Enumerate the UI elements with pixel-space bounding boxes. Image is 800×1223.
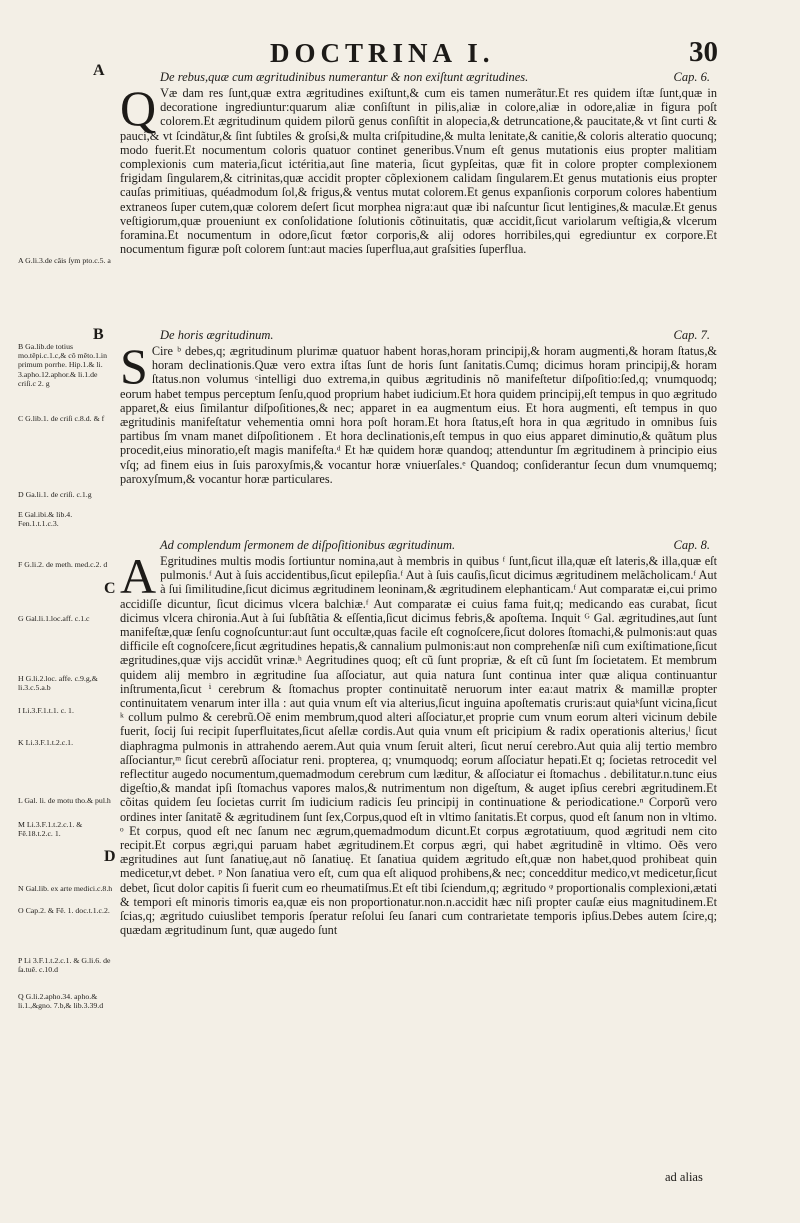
margin-note: D Ga.li.1. de criſi. c.1.g bbox=[18, 490, 92, 499]
chapter-body bbox=[120, 548, 717, 938]
margin-note: I Li.3.F.1.t.1. c. 1. bbox=[18, 706, 74, 715]
section-letter-c: C bbox=[104, 580, 116, 597]
chapter-heading bbox=[160, 70, 710, 84]
chapter-text: Cire ᵇ debes,q; ægritudinum plurimæ quatuor habent horas,horam principij,& horam augmenti,& horam ſtatus,& horam declinationis.Quæ vero extra iſtas ſunt de horis ſunt ſanitatis.Cumq; dicimus horam principij,& horam ſtatus.non volumus ᶜintelligi duo extrema,in quibus ægritudinis nõ manifeſtetur diſpoſitio:ſed,q; vnumquodq; eorum habet tempus perceptum ſenſu,quod proprium habet iudicium.Et hora quidem principij,eſt tempus in quo ægritudo apparet,& eius ſimilantur diſpoſitiones,& nec; apparet in ea augmentum eius. Et hora augmenti, eſt tempus in quo ægritudinis manifeſtatur vehementia omni hora poſt horam.Et hora ſtatus,eſt hora in qua ægritudo in omnibus ſuis partibus ſm vnam manet diſpoſitionem . Et hora declinationis,eſt tempus in quo eius apparet diminutio,& quãtum plus procedit,eius minoratio,eſt magis manifeſta.ᵈ Et hæ quidem horæ quandoq; attenduntur ſm ægritudinem à principio eius vſq; ad finem eius in ſuis paroxyſmis,& vocantur horæ vniuerſales.ᵉ Quandoq; conſiderantur ſecun dum vnumquemq; paroxyſmum,& vocantur horæ particulares. bbox=[120, 344, 717, 486]
margin-note: B Ga.lib.de totius mo.tẽpi.c.1.c,& cõ mẽto.1.in primum porrhe. Hip.1.& li. 3.apho.12.aphor.& li.1.de criſi.c 2. g bbox=[18, 342, 107, 388]
chapter-text: Egritudines multis modis ſortiuntur nomina,aut à membris in quibus ᶠ ſunt,ſicut illa,quæ eſt lateris,& illa,quæ eſt pulmonis.ᶠ Aut à ſuis accidentibus,ſicut epilepſia.ᶠ Aut à ſuis cauſis,ſicut dicimus ægritudinem melãcholicam.ᶠ Aut à ſui ſimilitudine,ſicut dicimus ægritudinem leoninam,& ægritudinem elephanticam.ᶠ Aut comparatæ ei,cui primo accidiſſe dicuntur, ſicut dicimus vlcera balchiæ.ᶠ Aut comparatæ ei cuius fama fuit,q; medicando eas curabat, ſicut dicimus vlcera chironia.Aut à ſui ſubſtãtia & eſſentia,ſicut dicimus febris,& apoſtema. Inquit ᴳ Gal. ægritudines,aut ſunt manifeſtæ,quæ ſenſu cognoſcuntur:aut ſunt occultæ,quas facile eſt cognoſcere,ſicut dolores ſtomachi,& pulmonis:aut quas difficile eſt cognoſcere,ſicut ægritudines hepatis,& cannalium pulmonis:aut non comprehenſæ niſi cum exiſtimatione,ſicut ægritudines,quæ vijs accidũt vrinæ.ʰ Aegritudines quoq; eſt cũ ſunt propriæ, & eſt cũ ſunt ſm ſocietatem. Et membrum quidem alij membro in ægritudine ſua aſſociatur, aut quia natura ſunt continua inter quæ aliqua continuantur inſtrumenta,ſicut ⁱ cerebrum & ſtomachus propter continuitatẽ neruorum inter ea:aut matrix & mamillæ propter continuitatem venarum inter illa : aut quia vnum eſt via alterius,ſicut inguina apoſtematis cruris:aut quiaᵏſunt vicina,ſicut ᵏ collum pulmo & cerebrũ.Oẽ enim membrum,quod alteri aſſociatur,et proprie cum vnum eorum alteri vicinum debile fuerit, ſocij ſui recipit ſuperfluitates,ſicut aſellæ cordis.Aut quia vnum eſt pricipium & radix operationis alterius,ˡ ſicut diaphragma pulmonis in attrahendo aerem.Aut quia vnum ſeruit alteri, ſicut neruí cerebro.Aut quia alij tertio membro aſſociantur,ᵐ ſicut cerebrũ aſſociatur reni. propterea, q; vnumquodq; eorum aſſociatur hepati.Et q; ſocietas retrocedit vel reflectitur augedo nocumentum,quemadmodum cerebrum cum læditur, & aſſociatur ei ſtomachus . debilitatur.n.tunc eius digeſtio,& mandat ipſi ſtomachus vapores malos,& nutrimentum non digeſtum, & auget ipſius cerebri ægritudinem.Et cõitas quidem ſeu ſocietas currit ſm iudicium radicis ſeu principij in continuatione & periodicatione.ⁿ Corporũ vero ordines inter ſanitatẽ & ægritudinem ſunt ſex,Corpus,quod eſt in vltimo ſanitatis.Et corpus, quod eſt ſanum non in vltimo. ᵒ Et corpus, quod eſt nec ſanum nec ægrum,quemadmodum dicunt.Et corpus ægrotatiuum, quod ægritudi nem cito recipit.Et corpus ægri,qui paruam habet ægritudinem.Et corpus ægri, qui habet ægritudinẽ in vltimo. Oẽs vero ægritudines aut ſunt ſanatiuę,aut nõ ſanatiuę. Et ſanatiua quidem ægritudo eſt,quæ non habet,quod prohibeat quin medicetur,vt debet. ᵖ Non ſanatiua vero eſt, cum qua eſt aliquod prohibens,& nec; concedditur medico,vt medicetur,ſicut debet, ſicut dolor capitis ſi fuerit cum eo rheumatiſmus.Et eſt tibi ſciendum,q; ægritudo ᵠ proportionalis complexioni,ætati & tempori eſt minoris timoris ea,quæ eis non proportionatur.non.n.accidit hæc niſi propter cauſæ eius magnitudinem.Et ſcias,q; ægritudo cuiuslibet temporis ſperatur reſolui ſeu ſanari cum contrarietate temporis ipſius.Debes autem ſcire,q; quædam ægritudinum ſunt, quæ augedo ſunt bbox=[120, 554, 717, 938]
margin-note: L Gal. li. de motu tho.& pul.h bbox=[18, 796, 111, 805]
chapter-text: Væ dam res ſunt,quæ extra ægritudines exiſtunt,& cum eis tamen numerãtur.Et res quidem iſtæ ſunt,quæ in decoratione ingrediuntur:quarum aliæ conſiſtunt in pilis,aliæ in colore,aliæ in odore,aliæ in figura poſt colorem.Et ægritudinum quidem pilorũ genus conſiſtit in alopecia,& detruncatione,& paucitate,& vt ſint curti & pauci,& vt ſcindãtur,& ſint ſubtiles & groſsi,& multa criſpitudine,& multa lenitate,& canitie,& coloris alteratio quocunq; modo fuerit.Et nocumentum coloris quatuor continet generibus.Vnum eſt genus mutationis eius propter malitiam complexionis cum materia,ſicut ictéritia,aut ſine materia, ſicut gypſeitas, quæ fit in colore propter complexionem frigidam ſingularem,& citrinitas,quæ accidit propter cõplexionem calidam ſingularem.Et genus mutationis eius propter cauſas primitiuas, quéadmodum ſol,& frigus,& ventus mutat colorem.Et genus expanſionis corporum colores habentium extraneos ſuper cutem,quæ colorem deſert ſicut morphea nigra:aut quæ ibi naſcuntur ſicut lentigines,& maculæ.Et genus veſtigiorum,quæ proueniunt ex conſolidatione ſolutionis cõtinuitatis, quæ accidit,ſicut variolarum veſtigia,& vlcerum foramina.Et nocumentum in odore,ſicut fœtor corporis,& alij odores horribiles,qui egrediuntur ex corpore.Et nocumentum figuræ poſt colorem ſunt:aut macies ſuperflua,aut graſsities ſuperflua. bbox=[120, 86, 717, 257]
drop-cap: A bbox=[120, 548, 157, 604]
margin-note: A G.li.3.de cãis ſym pto.c.5. a bbox=[18, 256, 111, 265]
section-letter-a: A bbox=[93, 62, 105, 79]
chapter-number: Cap. 6. bbox=[673, 70, 710, 84]
margin-note: F G.li.2. de meth. med.c.2. d bbox=[18, 560, 108, 569]
running-title: DOCTRINA I. bbox=[270, 38, 495, 68]
chapter-heading bbox=[160, 538, 710, 552]
margin-note: K Li.3.F.1.t.2.c.1. bbox=[18, 738, 74, 747]
chapter-number: Cap. 8. bbox=[673, 538, 710, 552]
catchword: ad alias bbox=[665, 1170, 703, 1184]
margin-note: C G.lib.1. de criſi c.8.d. & f bbox=[18, 414, 105, 423]
drop-cap: S bbox=[120, 338, 148, 394]
section-letter-d: D bbox=[104, 848, 116, 865]
chapter-title: De rebus,quæ cum ægritudinibus numerantur & non exiſtunt ægritudines. bbox=[160, 70, 529, 84]
section-letter-b: B bbox=[93, 326, 104, 343]
margin-note: E Gal.ibi.& lib.4. Fen.1.t.1.c.3. bbox=[18, 510, 73, 529]
chapter-heading bbox=[160, 328, 710, 342]
margin-note: N Gal.lib. ex arte medici.c.8.h bbox=[18, 884, 113, 893]
margin-note: O Cap.2. & Fẽ. 1. doc.t.1.c.2. bbox=[18, 906, 110, 915]
chapter-body bbox=[120, 80, 717, 257]
margin-note: H G.li.2.loc. affe. c.9.g,& li.3.c.5.a.b bbox=[18, 674, 98, 693]
margin-note: G Gal.li.1.loc.aff. c.1.c bbox=[18, 614, 90, 623]
margin-note: M Li.3.F.1.t.2.c.1. & Fẽ.18.t.2.c. 1. bbox=[18, 820, 83, 839]
chapter-title: Ad complendum ſermonem de diſpoſitionibus ægritudinum. bbox=[160, 538, 456, 552]
folio-number: 30 bbox=[689, 36, 718, 68]
chapter-number: Cap. 7. bbox=[673, 328, 710, 342]
chapter-body bbox=[120, 338, 717, 486]
drop-cap: Q bbox=[120, 80, 157, 136]
chapter-title: De horis ægritudinum. bbox=[160, 328, 274, 342]
margin-note: P Li 3.F.1.t.2.c.1. & G.li.6. de ſa.tuẽ. c.10.d bbox=[18, 956, 111, 975]
margin-note: Q G.li.2.apho.34. apho.& li.1.,&gno. 7.b,& lib.3.39.d bbox=[18, 992, 104, 1011]
